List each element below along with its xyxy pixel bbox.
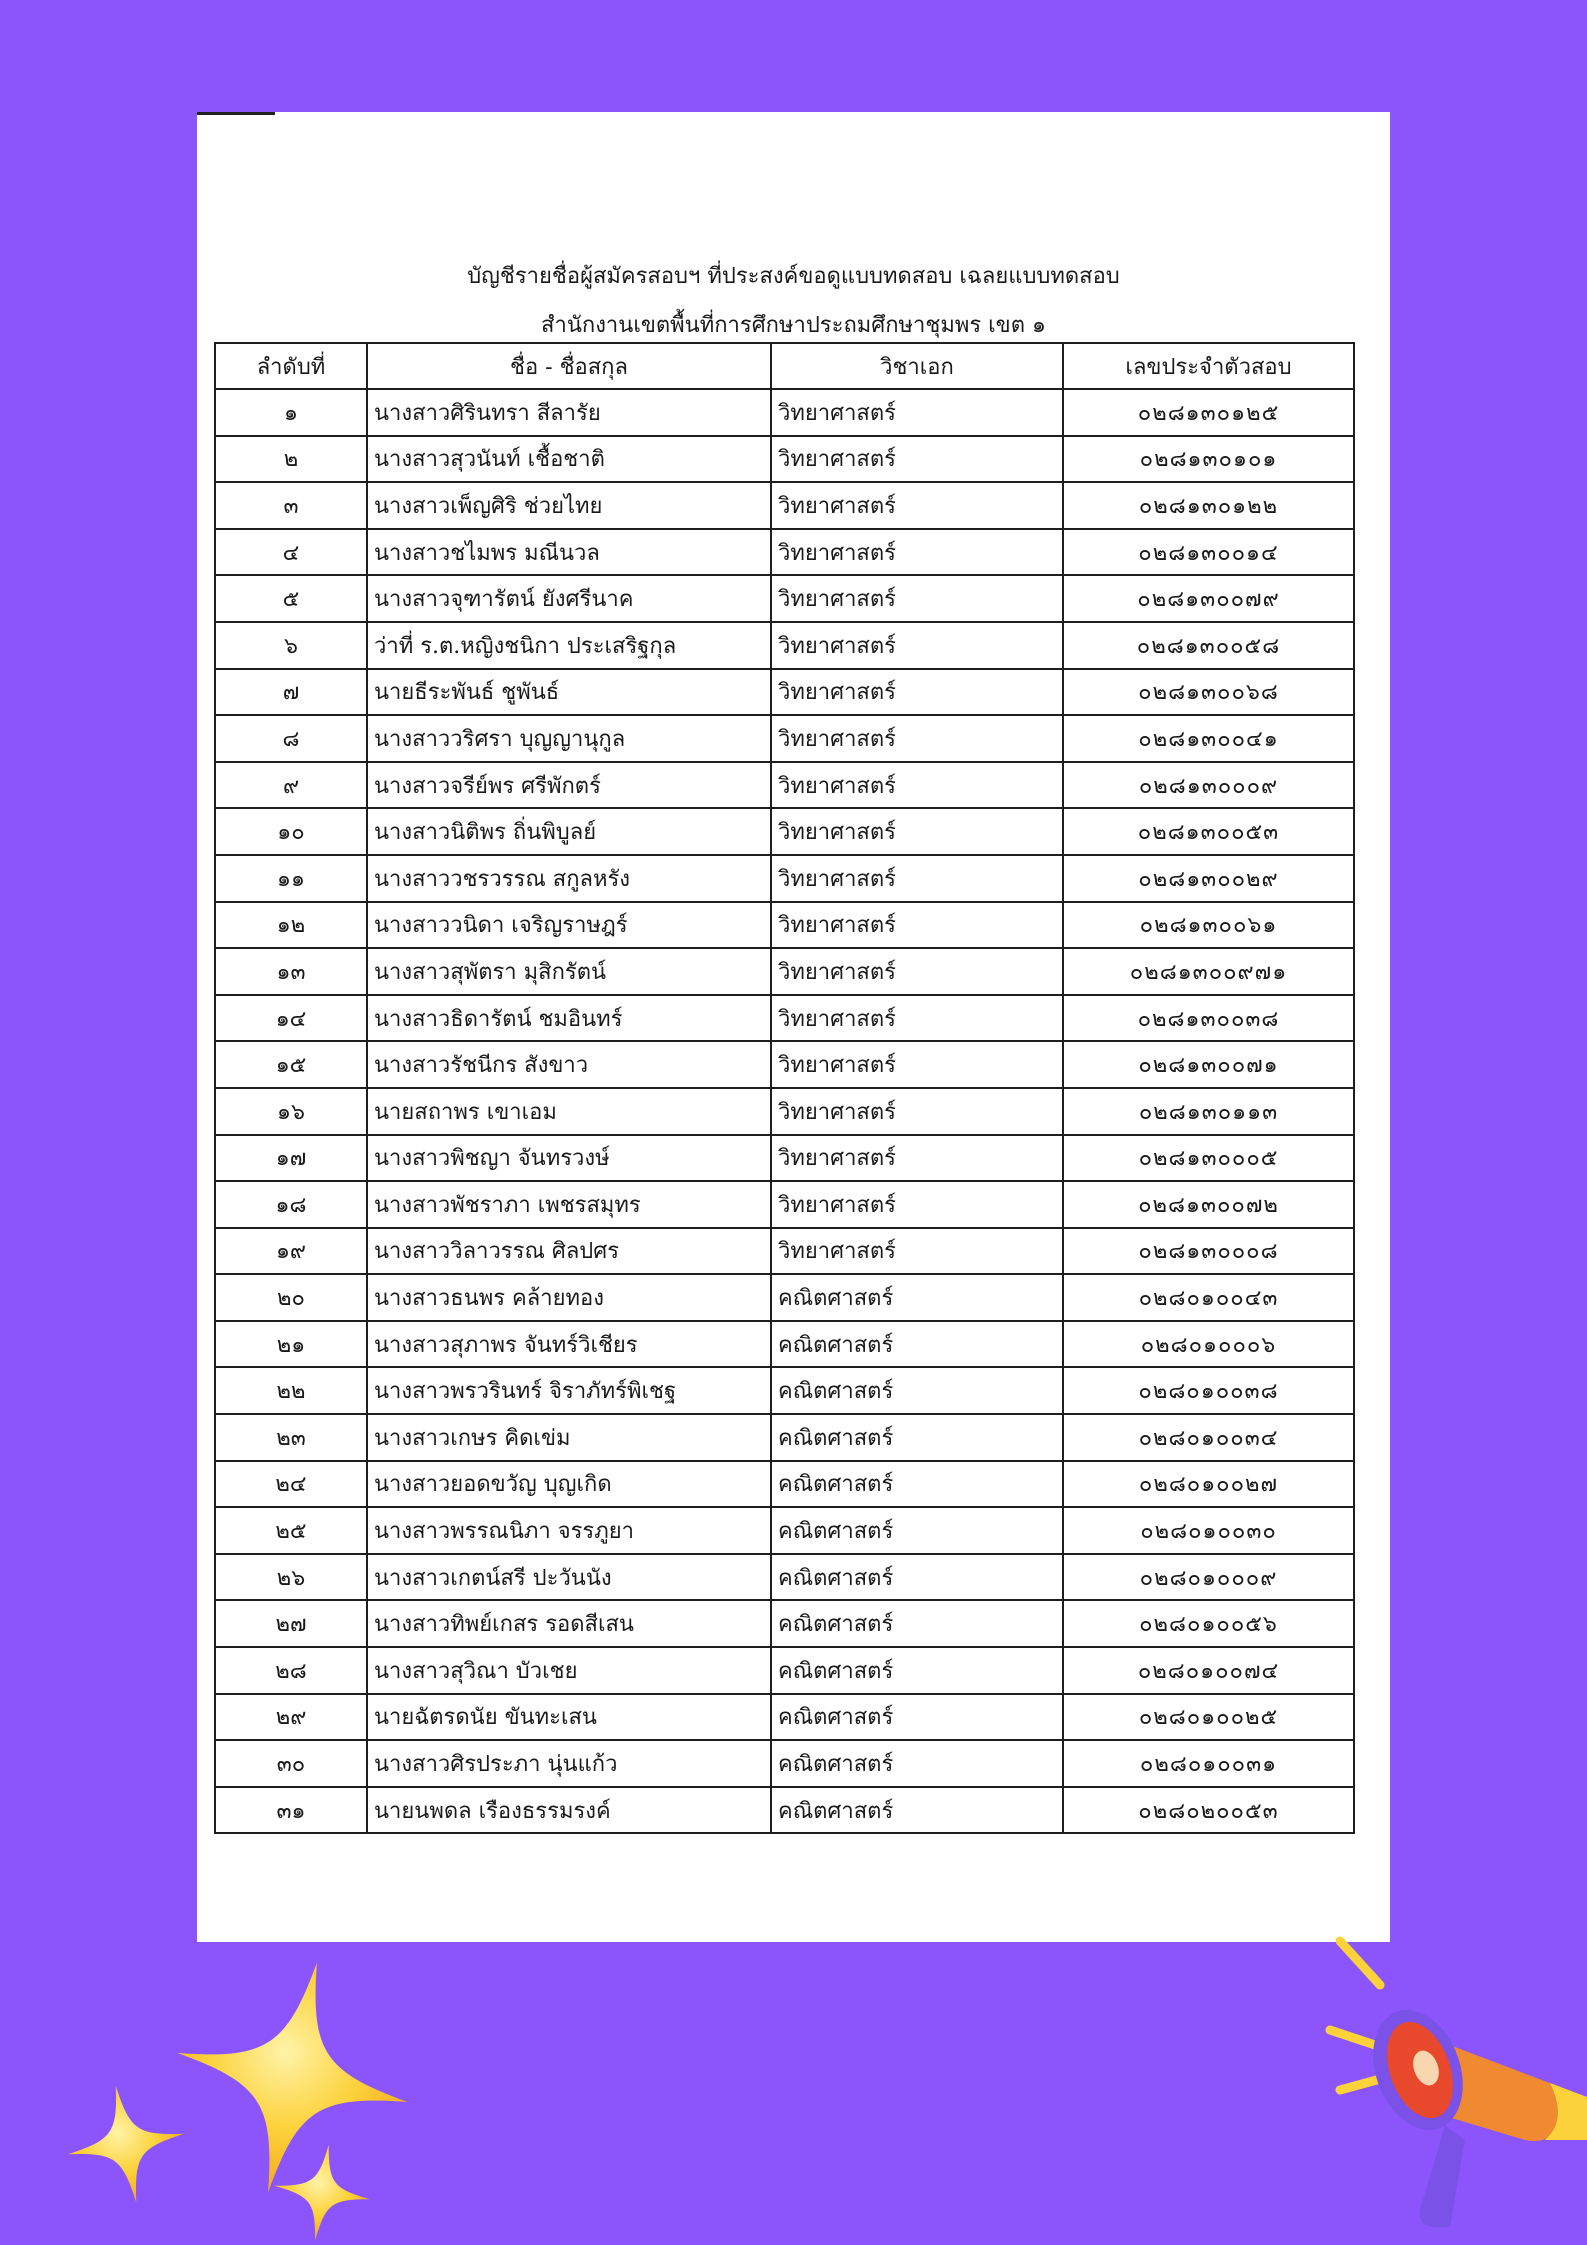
cell-major: คณิตศาสตร์ bbox=[771, 1507, 1063, 1554]
cell-major: วิทยาศาสตร์ bbox=[771, 715, 1063, 762]
cell-order: ๒๖ bbox=[215, 1554, 367, 1601]
cell-exam-id: ๐๒๘๑๓๐๐๖๘ bbox=[1063, 669, 1354, 716]
cell-exam-id: ๐๒๘๑๓๐๐๗๙ bbox=[1063, 575, 1354, 622]
cell-exam-id: ๐๒๘๑๓๐๐๕๓ bbox=[1063, 808, 1354, 855]
cell-name: นางสาวเกษร คิดเข่ม bbox=[367, 1414, 771, 1461]
table-row bbox=[215, 1787, 1354, 1834]
cell-name: นางสาวชไมพร มณีนวล bbox=[367, 529, 771, 576]
cell-order: ๒ bbox=[215, 436, 367, 483]
cell-order: ๑๙ bbox=[215, 1228, 367, 1275]
table-row bbox=[215, 808, 1354, 855]
table-row bbox=[215, 1647, 1354, 1694]
cell-name: นางสาวพิชญา จันทรวงษ์ bbox=[367, 1135, 771, 1182]
cell-name: นางสาวจุฑารัตน์ ยังศรีนาค bbox=[367, 575, 771, 622]
cell-exam-id: ๐๒๘๑๓๐๐๑๔ bbox=[1063, 529, 1354, 576]
cell-order: ๔ bbox=[215, 529, 367, 576]
cell-order: ๕ bbox=[215, 575, 367, 622]
cell-exam-id: ๐๒๘๐๑๐๐๐๖ bbox=[1063, 1321, 1354, 1368]
cell-major: คณิตศาสตร์ bbox=[771, 1694, 1063, 1741]
cell-exam-id: ๐๒๘๑๓๐๑๒๒ bbox=[1063, 482, 1354, 529]
cell-name: นายนพดล เรืองธรรมรงค์ bbox=[367, 1787, 771, 1834]
cell-exam-id: ๐๒๘๑๓๐๐๓๘ bbox=[1063, 995, 1354, 1042]
table-row bbox=[215, 389, 1354, 436]
table-row bbox=[215, 622, 1354, 669]
cell-name: นางสาววนิดา เจริญราษฎร์ bbox=[367, 902, 771, 949]
cell-order: ๑ bbox=[215, 389, 367, 436]
cell-exam-id: ๐๒๘๑๓๐๐๐๕ bbox=[1063, 1135, 1354, 1182]
cell-exam-id: ๐๒๘๐๑๐๐๓๑ bbox=[1063, 1740, 1354, 1787]
cell-name: นางสาววริศรา บุญญานุกูล bbox=[367, 715, 771, 762]
cell-name: นางสาวเกตน์สรี ปะวันนัง bbox=[367, 1554, 771, 1601]
candidate-table bbox=[214, 342, 1355, 1834]
cell-exam-id: ๐๒๘๐๑๐๐๓๔ bbox=[1063, 1414, 1354, 1461]
header-major: วิชาเอก bbox=[771, 343, 1063, 389]
cell-exam-id: ๐๒๘๐๑๐๐๕๖ bbox=[1063, 1600, 1354, 1647]
table-row bbox=[215, 1088, 1354, 1135]
cell-major: คณิตศาสตร์ bbox=[771, 1367, 1063, 1414]
cell-exam-id: ๐๒๘๑๓๐๑๑๓ bbox=[1063, 1088, 1354, 1135]
cell-major: วิทยาศาสตร์ bbox=[771, 1181, 1063, 1228]
cell-order: ๑๔ bbox=[215, 995, 367, 1042]
cell-order: ๒๔ bbox=[215, 1461, 367, 1508]
cell-order: ๑๐ bbox=[215, 808, 367, 855]
table-row bbox=[215, 482, 1354, 529]
cell-order: ๒๗ bbox=[215, 1600, 367, 1647]
cell-major: คณิตศาสตร์ bbox=[771, 1461, 1063, 1508]
cell-exam-id: ๐๒๘๐๑๐๐๔๓ bbox=[1063, 1274, 1354, 1321]
cell-exam-id: ๐๒๘๑๓๐๐๐๙ bbox=[1063, 762, 1354, 809]
cell-major: วิทยาศาสตร์ bbox=[771, 1088, 1063, 1135]
cell-exam-id: ๐๒๘๑๓๐๐๔๑ bbox=[1063, 715, 1354, 762]
cell-exam-id: ๐๒๘๐๒๐๐๕๓ bbox=[1063, 1787, 1354, 1834]
table-row bbox=[215, 1461, 1354, 1508]
table-row bbox=[215, 436, 1354, 483]
cell-name: นางสาววิลาวรรณ ศิลปศร bbox=[367, 1228, 771, 1275]
cell-name: นางสาวยอดขวัญ บุญเกิด bbox=[367, 1461, 771, 1508]
cell-order: ๘ bbox=[215, 715, 367, 762]
cell-name: นางสาวศิรินทรา สีลารัย bbox=[367, 389, 771, 436]
cell-exam-id: ๐๒๘๑๓๐๐๐๘ bbox=[1063, 1228, 1354, 1275]
cell-name: นายฉัตรดนัย ขันทะเสน bbox=[367, 1694, 771, 1741]
table-row bbox=[215, 575, 1354, 622]
cell-major: วิทยาศาสตร์ bbox=[771, 948, 1063, 995]
cell-name: นายสถาพร เขาเอม bbox=[367, 1088, 771, 1135]
cell-exam-id: ๐๒๘๑๓๐๐๗๒ bbox=[1063, 1181, 1354, 1228]
cell-name: นางสาวเพ็ญศิริ ช่วยไทย bbox=[367, 482, 771, 529]
table-row bbox=[215, 1507, 1354, 1554]
cell-major: วิทยาศาสตร์ bbox=[771, 1228, 1063, 1275]
table-row bbox=[215, 1135, 1354, 1182]
cell-exam-id: ๐๒๘๑๓๐๐๒๙ bbox=[1063, 855, 1354, 902]
table-row bbox=[215, 855, 1354, 902]
cell-major: วิทยาศาสตร์ bbox=[771, 389, 1063, 436]
sparkle-icon bbox=[62, 2080, 190, 2208]
cell-order: ๑๒ bbox=[215, 902, 367, 949]
cell-name: นางสาวธนพร คล้ายทอง bbox=[367, 1274, 771, 1321]
cell-name: นางสาวจรีย์พร ศรีพักตร์ bbox=[367, 762, 771, 809]
cell-order: ๙ bbox=[215, 762, 367, 809]
cell-order: ๓๐ bbox=[215, 1740, 367, 1787]
table-row bbox=[215, 1274, 1354, 1321]
cell-name: นางสาวนิติพร ถิ่นพิบูลย์ bbox=[367, 808, 771, 855]
header-name: ชื่อ - ชื่อสกุล bbox=[367, 343, 771, 389]
cell-order: ๒๒ bbox=[215, 1367, 367, 1414]
cell-exam-id: ๐๒๘๐๑๐๐๒๗ bbox=[1063, 1461, 1354, 1508]
cell-order: ๗ bbox=[215, 669, 367, 716]
document-title: บัญชีรายชื่อผู้สมัครสอบฯ ที่ประสงค์ขอดูแบบทดสอบ เฉลยแบบทดสอบ bbox=[467, 264, 1120, 289]
cell-name: ว่าที่ ร.ต.หญิงชนิกา ประเสริฐกุล bbox=[367, 622, 771, 669]
table-row bbox=[215, 1041, 1354, 1088]
cell-exam-id: ๐๒๘๑๓๐๐๕๘ bbox=[1063, 622, 1354, 669]
table-row bbox=[215, 529, 1354, 576]
cell-major: วิทยาศาสตร์ bbox=[771, 808, 1063, 855]
table-row bbox=[215, 669, 1354, 716]
cell-exam-id: ๐๒๘๑๓๐๑๐๑ bbox=[1063, 436, 1354, 483]
cell-name: นางสาววชรวรรณ สกูลหรัง bbox=[367, 855, 771, 902]
cell-order: ๒๓ bbox=[215, 1414, 367, 1461]
cell-name: นางสาวสุวนันท์ เชื้อชาติ bbox=[367, 436, 771, 483]
cell-major: วิทยาศาสตร์ bbox=[771, 482, 1063, 529]
cell-major: วิทยาศาสตร์ bbox=[771, 855, 1063, 902]
cell-exam-id: ๐๒๘๐๑๐๐๒๕ bbox=[1063, 1694, 1354, 1741]
table-header-row bbox=[215, 343, 1354, 389]
header-exam-id: เลขประจำตัวสอบ bbox=[1063, 343, 1354, 389]
table-row bbox=[215, 1740, 1354, 1787]
cell-order: ๒๕ bbox=[215, 1507, 367, 1554]
cell-major: คณิตศาสตร์ bbox=[771, 1554, 1063, 1601]
cell-order: ๑๕ bbox=[215, 1041, 367, 1088]
cell-major: คณิตศาสตร์ bbox=[771, 1740, 1063, 1787]
table-row bbox=[215, 1694, 1354, 1741]
sparkle-icon bbox=[268, 2140, 376, 2245]
cell-major: วิทยาศาสตร์ bbox=[771, 995, 1063, 1042]
table-row bbox=[215, 1600, 1354, 1647]
table-row bbox=[215, 1367, 1354, 1414]
cell-major: วิทยาศาสตร์ bbox=[771, 575, 1063, 622]
cell-major: วิทยาศาสตร์ bbox=[771, 902, 1063, 949]
cell-name: นางสาวพรวรินทร์ จิราภัทร์พิเชฐ bbox=[367, 1367, 771, 1414]
cell-major: วิทยาศาสตร์ bbox=[771, 436, 1063, 483]
table-body bbox=[215, 389, 1354, 1833]
cell-exam-id: ๐๒๘๑๓๐๑๒๕ bbox=[1063, 389, 1354, 436]
cell-order: ๒๐ bbox=[215, 1274, 367, 1321]
cell-exam-id: ๐๒๘๐๑๐๐๗๔ bbox=[1063, 1647, 1354, 1694]
cell-major: วิทยาศาสตร์ bbox=[771, 1135, 1063, 1182]
cell-major: วิทยาศาสตร์ bbox=[771, 669, 1063, 716]
cell-name: นางสาวพัชราภา เพชรสมุทร bbox=[367, 1181, 771, 1228]
scan-edge-mark bbox=[197, 112, 275, 115]
cell-major: คณิตศาสตร์ bbox=[771, 1274, 1063, 1321]
cell-name: นางสาวสุพัตรา มุสิกรัตน์ bbox=[367, 948, 771, 995]
table-row bbox=[215, 1228, 1354, 1275]
cell-order: ๑๘ bbox=[215, 1181, 367, 1228]
cell-order: ๑๓ bbox=[215, 948, 367, 995]
document-subtitle: สำนักงานเขตพื้นที่การศึกษาประถมศึกษาชุมพร เขต ๑ bbox=[541, 313, 1046, 338]
cell-name: นางสาวสุภาพร จันทร์วิเชียร bbox=[367, 1321, 771, 1368]
cell-major: คณิตศาสตร์ bbox=[771, 1600, 1063, 1647]
table-row bbox=[215, 762, 1354, 809]
table-row bbox=[215, 902, 1354, 949]
cell-order: ๑๖ bbox=[215, 1088, 367, 1135]
cell-major: คณิตศาสตร์ bbox=[771, 1647, 1063, 1694]
cell-major: คณิตศาสตร์ bbox=[771, 1787, 1063, 1834]
cell-name: นางสาวศิรประภา นุ่นแก้ว bbox=[367, 1740, 771, 1787]
table-row bbox=[215, 995, 1354, 1042]
cell-order: ๑๗ bbox=[215, 1135, 367, 1182]
cell-order: ๒๘ bbox=[215, 1647, 367, 1694]
cell-exam-id: ๐๒๘๑๓๐๐๖๑ bbox=[1063, 902, 1354, 949]
cell-name: นางสาวรัชนีกร สังขาว bbox=[367, 1041, 771, 1088]
cell-order: ๑๑ bbox=[215, 855, 367, 902]
cell-exam-id: ๐๒๘๐๑๐๐๓๘ bbox=[1063, 1367, 1354, 1414]
cell-major: วิทยาศาสตร์ bbox=[771, 529, 1063, 576]
cell-exam-id: ๐๒๘๐๑๐๐๓๐ bbox=[1063, 1507, 1354, 1554]
cell-order: ๒๙ bbox=[215, 1694, 367, 1741]
scanned-document bbox=[197, 112, 1390, 1942]
table-row bbox=[215, 1321, 1354, 1368]
cell-order: ๖ bbox=[215, 622, 367, 669]
table-row bbox=[215, 1181, 1354, 1228]
cell-order: ๓ bbox=[215, 482, 367, 529]
cell-major: วิทยาศาสตร์ bbox=[771, 622, 1063, 669]
cell-name: นางสาวธิดารัตน์ ชมอินทร์ bbox=[367, 995, 771, 1042]
cell-exam-id: ๐๒๘๑๓๐๐๗๑ bbox=[1063, 1041, 1354, 1088]
cell-major: คณิตศาสตร์ bbox=[771, 1321, 1063, 1368]
table-row bbox=[215, 1414, 1354, 1461]
cell-name: นางสาวทิพย์เกสร รอดสีเสน bbox=[367, 1600, 771, 1647]
header-order: ลำดับที่ bbox=[215, 343, 367, 389]
table-row bbox=[215, 715, 1354, 762]
cell-exam-id: ๐๒๘๑๓๐๐๙๗๑ bbox=[1063, 948, 1354, 995]
cell-name: นางสาวพรรณนิภา จรรภูยา bbox=[367, 1507, 771, 1554]
cell-exam-id: ๐๒๘๐๑๐๐๐๙ bbox=[1063, 1554, 1354, 1601]
cell-major: วิทยาศาสตร์ bbox=[771, 1041, 1063, 1088]
cell-major: วิทยาศาสตร์ bbox=[771, 762, 1063, 809]
cell-name: นางสาวสุวิณา บัวเชย bbox=[367, 1647, 771, 1694]
table-row bbox=[215, 1554, 1354, 1601]
cell-name: นายธีระพันธ์ ชูพันธ์ bbox=[367, 669, 771, 716]
table-row bbox=[215, 948, 1354, 995]
cell-major: คณิตศาสตร์ bbox=[771, 1414, 1063, 1461]
cell-order: ๒๑ bbox=[215, 1321, 367, 1368]
megaphone-icon bbox=[1300, 1935, 1587, 2240]
cell-order: ๓๑ bbox=[215, 1787, 367, 1834]
